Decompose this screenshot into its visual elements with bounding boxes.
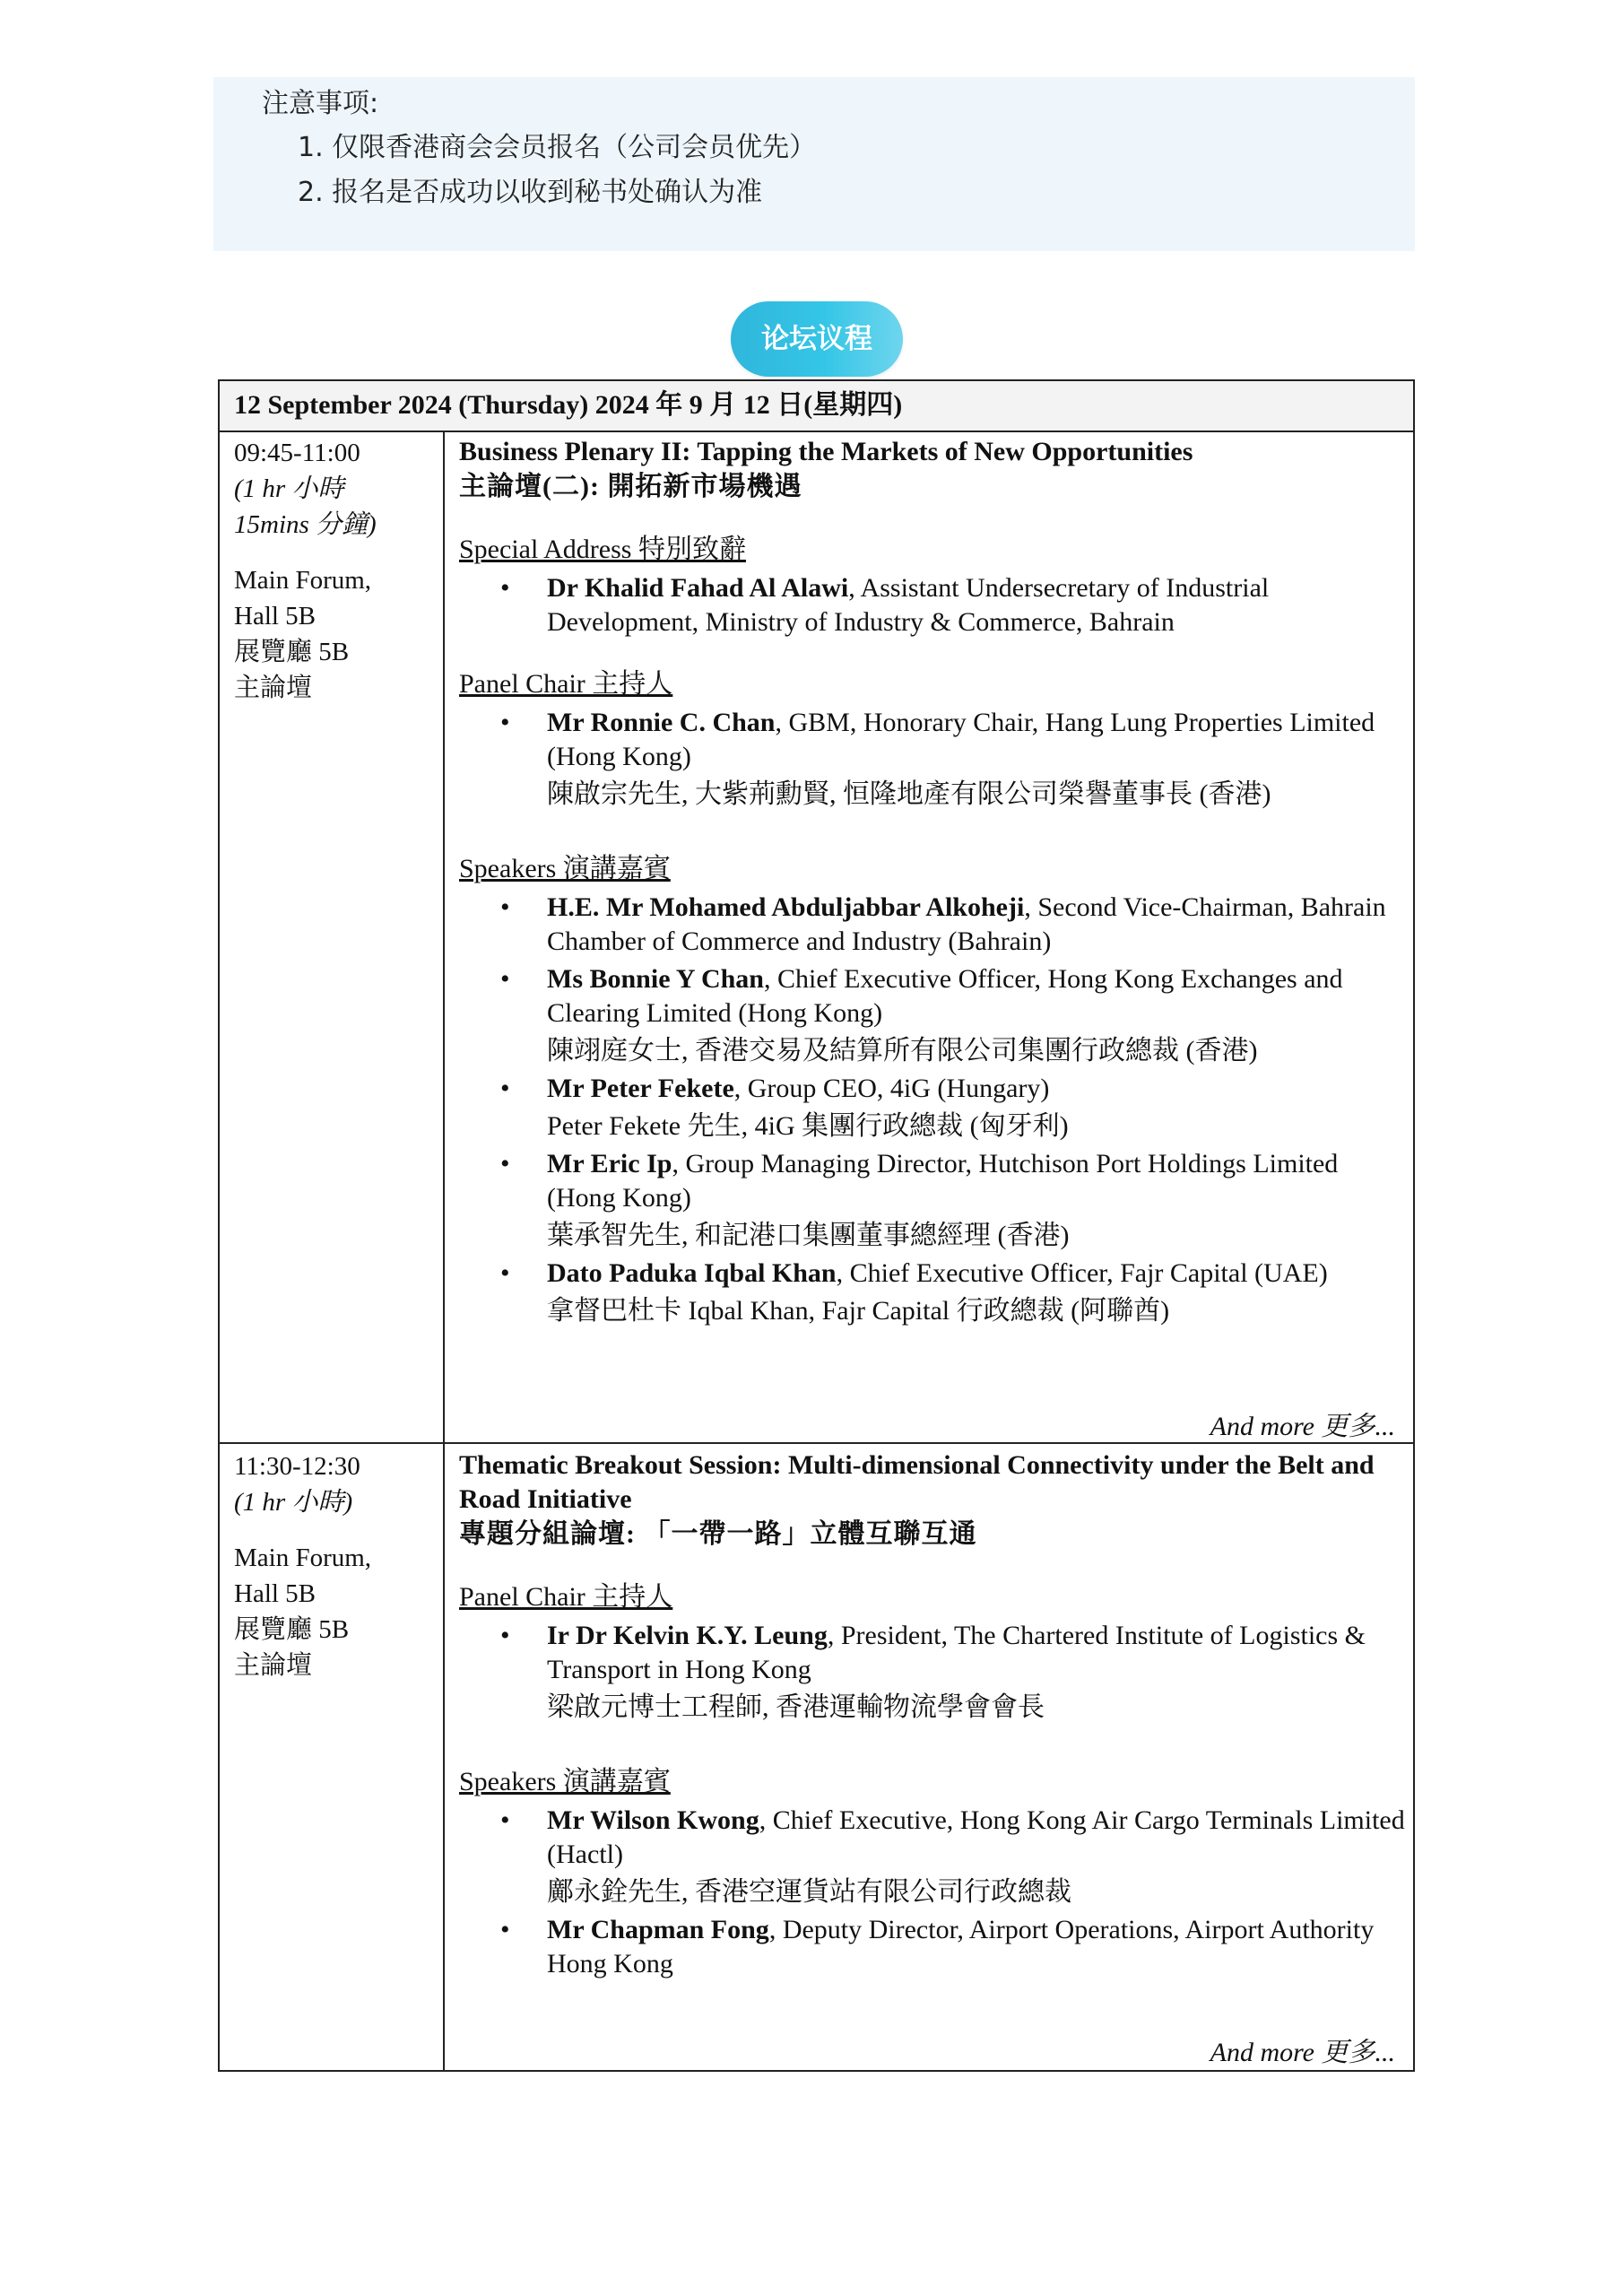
session-time: 11:30-12:30 (234, 1452, 360, 1481)
session-venue: Main Forum, (234, 1544, 372, 1572)
session-venue: 主論壇 (234, 674, 313, 702)
session-title-cn: 主論壇(二): 開拓新市場機遇 (459, 472, 802, 501)
speakers-label: Speakers 演講嘉賓 (459, 1767, 671, 1796)
list-item (459, 891, 1405, 959)
list-item (459, 1072, 1405, 1144)
person-role: , Chief Executive, Hong Kong Air Cargo Terminals Limited (Hactl) (547, 1805, 1405, 1869)
and-more-note: And more 更多... (1210, 2038, 1395, 2067)
notice-item: 2. 报名是否成功以收到秘书处确认为准 (298, 177, 763, 208)
session-title-cn: 專題分組論壇: 「一帶一路」立體互聯互通 (459, 1519, 977, 1549)
list-item (459, 571, 1405, 639)
person-role-cn: 鄺永銓先生, 香港空運貨站有限公司行政總裁 (547, 1877, 1071, 1907)
session-duration: (1 hr 小時 (234, 474, 344, 503)
person-name: Ir Dr Kelvin K.Y. Leung (547, 1621, 828, 1650)
person-role-cn: 葉承智先生, 和記港口集團董事總經理 (香港) (547, 1221, 1070, 1250)
person-role-cn: 梁啟元博士工程師, 香港運輸物流學會會長 (547, 1692, 1045, 1722)
panel-chair-label: Panel Chair 主持人 (459, 1582, 673, 1612)
person-role: , Chief Executive Officer, Fajr Capital (UAE) (836, 1258, 1328, 1288)
special-address-label: Special Address 特別致辭 (459, 535, 746, 564)
agenda-heading-badge: 论坛议程 (731, 301, 903, 377)
notice-item: 1. 仅限香港商会会员报名（公司会员优先） (298, 132, 817, 163)
session-title: Business Plenary II: Tapping the Markets of New Opportunities (459, 437, 1193, 466)
person-name: Mr Peter Fekete (547, 1074, 734, 1103)
session-title: Thematic Breakout Session: Multi-dimensional Connectivity under the Belt and Road Initiative (459, 1450, 1375, 1514)
person-name: Dr Khalid Fahad Al Alawi (547, 573, 849, 603)
person-role-cn: 陳啟宗先生, 大紫荊勳賢, 恒隆地產有限公司榮譽董事長 (香港) (547, 779, 1271, 809)
session-venue: Hall 5B (234, 1579, 317, 1608)
speakers-label: Speakers 演講嘉賓 (459, 854, 671, 883)
agenda-table (218, 379, 1415, 2072)
person-role-cn: 陳翊庭女士, 香港交易及結算所有限公司集團行政總裁 (香港) (547, 1036, 1258, 1065)
person-name: Mr Ronnie C. Chan (547, 708, 776, 737)
session-venue: 展覽廳 5B (234, 638, 350, 666)
person-role-cn: Peter Fekete 先生, 4iG 集團行政總裁 (匈牙利) (547, 1111, 1069, 1141)
list-item (459, 962, 1405, 1068)
session-duration: (1 hr 小時) (234, 1488, 353, 1517)
person-role: , Chief Executive Officer, Hong Kong Exchanges and Clearing Limited (Hong Kong) (547, 964, 1343, 1028)
list-item (459, 706, 1405, 812)
list-item (459, 1913, 1405, 1981)
session-venue: Hall 5B (234, 602, 317, 631)
person-role: , Second Vice-Chairman, Bahrain Chamber of Commerce and Industry (Bahrain) (547, 892, 1386, 956)
person-name: H.E. Mr Mohamed Abduljabbar Alkoheji (547, 892, 1025, 922)
and-more-note: And more 更多... (1210, 1412, 1395, 1441)
person-role: , Assistant Undersecretary of Industrial Development, Ministry of Industry & Commerce, Bahrain (547, 573, 1270, 637)
person-name: Mr Wilson Kwong (547, 1805, 759, 1835)
person-name: Dato Paduka Iqbal Khan (547, 1258, 837, 1288)
list-item (459, 1147, 1405, 1253)
session-duration: 15mins 分鐘) (234, 510, 377, 539)
person-role: , Group CEO, 4iG (Hungary) (733, 1074, 1050, 1103)
person-name: Mr Eric Ip (547, 1149, 672, 1178)
notice-title: 注意事项: (262, 88, 379, 119)
person-name: Mr Chapman Fong (547, 1915, 769, 1944)
session-time: 09:45-11:00 (234, 439, 360, 467)
session-2-details (459, 1448, 1405, 1981)
session-venue: 展覽廳 5B (234, 1615, 350, 1644)
list-item (459, 1619, 1405, 1725)
person-role: , GBM, Honorary Chair, Hang Lung Properties Limited (Hong Kong) (547, 708, 1375, 771)
session-2-info (234, 1448, 437, 1683)
agenda-date: 12 September 2024 (Thursday) 2024 年 9 月 12 日(星期四) (220, 381, 1413, 432)
person-role: , Group Managing Director, Hutchison Port Holdings Limited (Hong Kong) (547, 1149, 1339, 1213)
person-role: , Deputy Director, Airport Operations, Airport Authority Hong Kong (547, 1915, 1375, 1979)
person-name: Ms Bonnie Y Chan (547, 964, 764, 994)
list-item (459, 1257, 1405, 1328)
person-role: , President, The Chartered Institute of Logistics & Transport in Hong Kong (547, 1621, 1366, 1684)
column-divider (443, 430, 445, 2070)
list-item (459, 1804, 1405, 1909)
session-venue: 主論壇 (234, 1651, 313, 1680)
panel-chair-label: Panel Chair 主持人 (459, 669, 673, 699)
session-1-info (234, 435, 437, 706)
person-role-cn: 拿督巴杜卡 Iqbal Khan, Fajr Capital 行政總裁 (阿聯酋) (547, 1296, 1170, 1326)
session-venue: Main Forum, (234, 566, 372, 595)
notice-box (213, 77, 1415, 251)
session-1-details (459, 435, 1405, 1328)
